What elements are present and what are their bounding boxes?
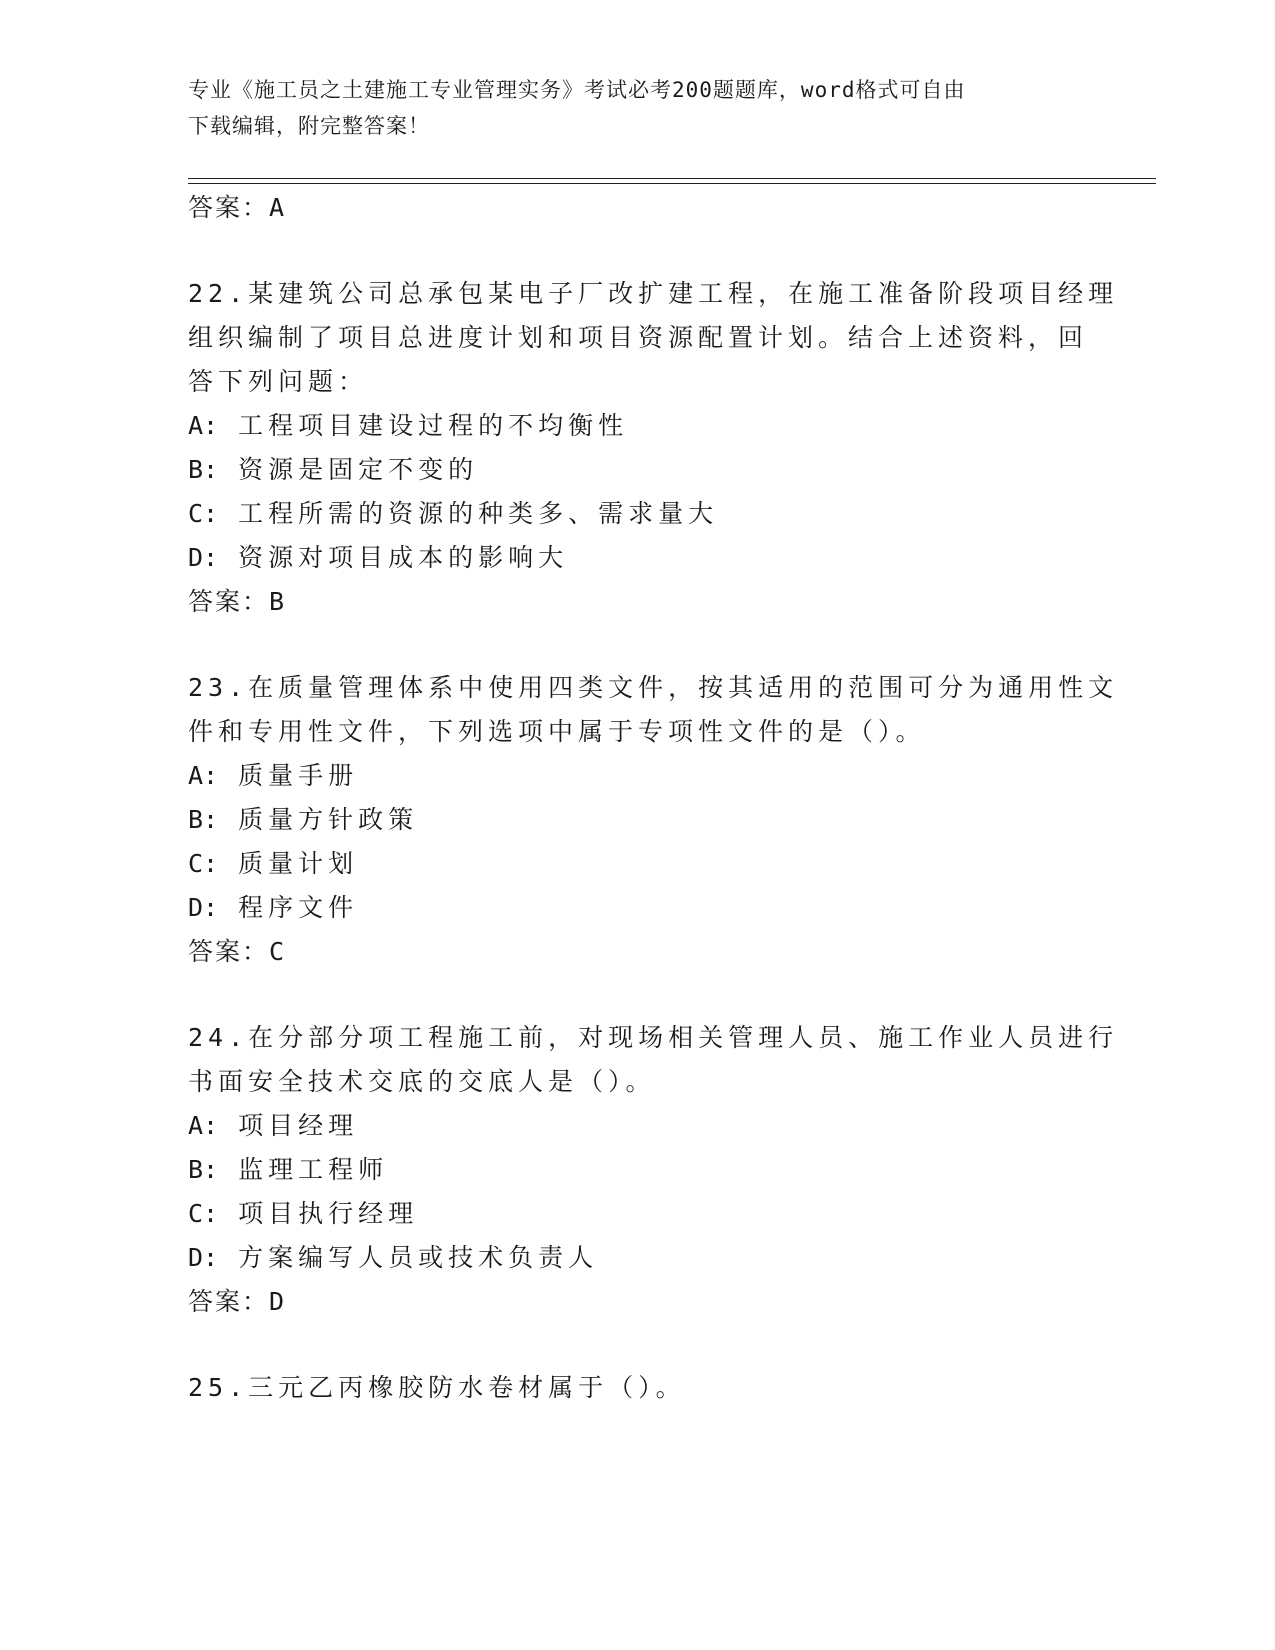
answer-value: C [269,937,287,966]
question-24-option-c [188,1194,418,1234]
option-text: 程序文件 [238,893,359,922]
question-22-stem-line-3: 答下列问题： [188,367,369,396]
header-divider-top [188,178,1156,179]
question-24-option-d [188,1238,598,1278]
option-key: D: [188,893,219,922]
answer-23 [188,932,286,972]
question-23-option-d [188,888,358,928]
question-22-option-b [188,450,478,490]
option-key: B: [188,805,219,834]
option-key: D: [188,543,219,572]
question-24-stem-line-2: 书面安全技术交底的交底人是（）。 [188,1067,656,1096]
question-22-option-a [188,406,628,446]
answer-label: 答案： [188,193,270,222]
option-key: C: [188,499,219,528]
option-key: B: [188,455,219,484]
question-23-option-a [188,756,358,796]
option-text: 资源是固定不变的 [238,455,479,484]
answer-label: 答案： [188,587,270,616]
header-title-line-1: 专业《施工员之土建施工专业管理实务》考试必考200题题库，word格式可自由 [188,78,966,102]
question-22-stem-line-1: 22.某建筑公司总承包某电子厂改扩建工程，在施工准备阶段项目经理 [188,279,1119,308]
option-key: D: [188,1243,219,1272]
option-key: C: [188,849,219,878]
option-text: 质量方针政策 [238,805,419,834]
question-22-option-c [188,494,718,534]
question-22-stem-line-2: 组织编制了项目总进度计划和项目资源配置计划。结合上述资料，回 [188,323,1089,352]
question-24-option-a [188,1106,358,1146]
question-23-option-b [188,800,418,840]
answer-label: 答案： [188,1287,270,1316]
question-25-stem-line-1: 25.三元乙丙橡胶防水卷材属于（）。 [188,1373,686,1402]
header-title-line-2: 下载编辑，附完整答案！ [188,114,430,138]
option-key: A: [188,761,219,790]
option-key: C: [188,1199,219,1228]
option-text: 工程项目建设过程的不均衡性 [238,411,629,440]
answer-label: 答案： [188,937,270,966]
option-text: 方案编写人员或技术负责人 [238,1243,599,1272]
option-text: 工程所需的资源的种类多、需求量大 [238,499,719,528]
question-23-stem-line-1: 23.在质量管理体系中使用四类文件，按其适用的范围可分为通用性文 [188,673,1119,702]
answer-24 [188,1282,286,1322]
option-text: 资源对项目成本的影响大 [238,543,569,572]
option-text: 项目经理 [238,1111,359,1140]
option-key: A: [188,1111,219,1140]
option-text: 项目执行经理 [238,1199,419,1228]
question-24-stem-line-1: 24.在分部分项工程施工前，对现场相关管理人员、施工作业人员进行 [188,1023,1119,1052]
question-23-stem-line-2: 件和专用性文件，下列选项中属于专项性文件的是（）。 [188,717,926,746]
header-divider-bottom [188,183,1156,184]
option-text: 监理工程师 [238,1155,389,1184]
option-key: B: [188,1155,219,1184]
question-22-option-d [188,538,568,578]
question-24-option-b [188,1150,388,1190]
answer-value: D [269,1287,287,1316]
answer-22 [188,582,286,622]
option-text: 质量手册 [238,761,359,790]
answer-21 [188,188,286,228]
option-key: A: [188,411,219,440]
answer-value: A [269,193,287,222]
answer-value: B [269,587,287,616]
question-23-option-c [188,844,358,884]
option-text: 质量计划 [238,849,359,878]
